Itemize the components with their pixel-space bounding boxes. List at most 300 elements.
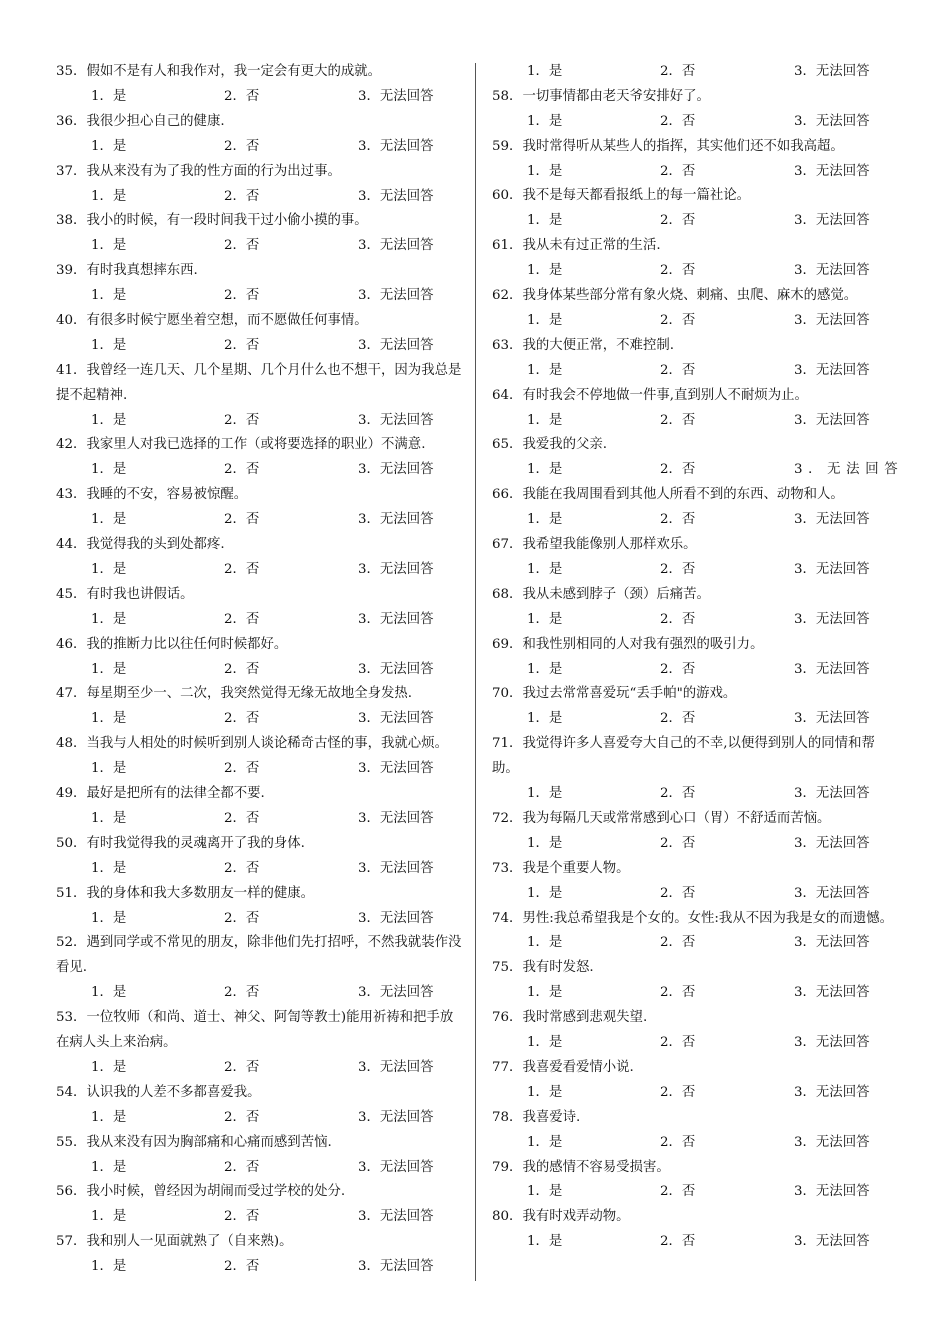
option-yes[interactable]: 1．是	[91, 910, 127, 926]
question-item	[492, 732, 898, 807]
answer-options	[56, 658, 462, 683]
question-body: 我从未感到脖子（颈）后痛苦。	[522, 586, 710, 602]
answer-options	[56, 1056, 462, 1081]
question-item	[492, 483, 898, 533]
answer-options	[56, 508, 462, 533]
option-no[interactable]: 2．否	[660, 835, 696, 851]
question-body: 我能在我周围看到其他人所看不到的东西、动物和人。	[522, 487, 844, 503]
option-yes[interactable]: 1．是	[527, 1035, 563, 1051]
question-text	[56, 931, 462, 981]
option-yes[interactable]: 1．是	[91, 288, 127, 304]
question-text	[492, 483, 898, 508]
question-text	[492, 433, 898, 458]
question-body: 我时常感到悲观失望.	[522, 1010, 648, 1026]
question-number: 37．	[56, 163, 87, 179]
question-body: 有很多时候宁愿坐着空想，而不愿做任何事情。	[86, 312, 368, 328]
option-yes[interactable]: 1．是	[527, 512, 563, 528]
option-yes[interactable]: 1．是	[527, 835, 563, 851]
option-yes[interactable]: 1．是	[527, 113, 563, 129]
question-item	[56, 931, 462, 1006]
option-yes[interactable]: 1．是	[91, 238, 127, 254]
question-item	[56, 1131, 462, 1181]
question-number: 38．	[56, 213, 87, 229]
question-body: 有时我会不停地做一件事,直到别人不耐烦为止。	[522, 387, 808, 403]
question-number: 41．	[56, 362, 87, 378]
answer-options	[492, 1230, 898, 1255]
question-text	[56, 583, 462, 608]
answer-options	[492, 160, 898, 185]
option-no[interactable]: 2．否	[224, 238, 260, 254]
answer-options	[56, 85, 462, 110]
option-unsure[interactable]: 3．无法回答	[794, 1134, 870, 1150]
question-number: 42．	[56, 437, 87, 453]
question-number: 54．	[56, 1084, 87, 1100]
option-unsure[interactable]: 3．无法回答	[358, 661, 434, 677]
option-unsure[interactable]: 3．无法回答	[358, 188, 434, 204]
option-no[interactable]: 2．否	[660, 935, 696, 951]
option-yes[interactable]: 1．是	[91, 711, 127, 727]
option-no[interactable]: 2．否	[660, 512, 696, 528]
option-no[interactable]: 2．否	[224, 860, 260, 876]
answer-options	[492, 931, 898, 956]
option-unsure[interactable]: 3．无法回答	[794, 835, 870, 851]
option-yes[interactable]: 1．是	[91, 1209, 127, 1225]
option-yes[interactable]: 1．是	[91, 512, 127, 528]
option-no[interactable]: 2．否	[660, 163, 696, 179]
question-text	[56, 1006, 462, 1056]
option-unsure[interactable]: 3．无法回答	[358, 1059, 434, 1075]
question-text	[492, 184, 898, 209]
question-number: 59．	[492, 138, 523, 154]
question-item	[56, 359, 462, 434]
option-yes[interactable]: 1．是	[527, 561, 563, 577]
option-no[interactable]: 2．否	[224, 337, 260, 353]
option-no[interactable]: 2．否	[660, 1184, 696, 1200]
answer-options	[56, 1255, 462, 1280]
option-unsure[interactable]: 3．无法回答	[794, 213, 870, 229]
option-yes[interactable]: 1．是	[91, 561, 127, 577]
option-yes[interactable]: 1．是	[91, 88, 127, 104]
option-yes[interactable]: 1．是	[91, 412, 127, 428]
question-number: 62．	[492, 288, 523, 304]
option-yes[interactable]: 1．是	[527, 985, 563, 1001]
option-unsure[interactable]: 3．无法回答	[794, 1234, 870, 1250]
option-yes[interactable]: 1．是	[527, 661, 563, 677]
answer-options	[492, 409, 898, 434]
option-no[interactable]: 2．否	[224, 985, 260, 1001]
option-no[interactable]: 2．否	[224, 1109, 260, 1125]
option-no[interactable]: 2．否	[224, 1059, 260, 1075]
option-yes[interactable]: 1．是	[527, 412, 563, 428]
question-number: 78．	[492, 1109, 523, 1125]
answer-options	[56, 334, 462, 359]
answer-options	[492, 309, 898, 334]
question-item	[56, 433, 462, 483]
question-text	[492, 732, 898, 782]
question-number: 64．	[492, 387, 523, 403]
question-text	[56, 682, 462, 707]
question-text	[492, 384, 898, 409]
question-number: 52．	[56, 935, 87, 951]
question-text	[492, 807, 898, 832]
option-unsure[interactable]: 3．无法回答	[794, 985, 870, 1001]
question-item	[56, 160, 462, 210]
option-yes[interactable]: 1．是	[91, 337, 127, 353]
question-item	[56, 533, 462, 583]
question-number: 43．	[56, 487, 87, 503]
question-body: 我的推断力比以往任何时候都好。	[86, 636, 288, 652]
option-yes[interactable]: 1．是	[527, 1134, 563, 1150]
question-number: 69．	[492, 636, 523, 652]
option-unsure[interactable]: 3．无法回答	[358, 860, 434, 876]
option-no[interactable]: 2．否	[660, 885, 696, 901]
question-item	[492, 1106, 898, 1156]
answer-options	[492, 508, 898, 533]
answer-options	[56, 284, 462, 309]
option-unsure[interactable]: 3．无法回答	[794, 412, 870, 428]
answer-options	[56, 1156, 462, 1181]
question-text	[56, 309, 462, 334]
option-yes[interactable]: 1．是	[527, 711, 563, 727]
option-no[interactable]: 2．否	[660, 561, 696, 577]
answer-options	[56, 707, 462, 732]
question-item	[492, 1156, 898, 1206]
question-number: 66．	[492, 487, 523, 503]
question-item	[56, 832, 462, 882]
option-yes[interactable]: 1．是	[527, 362, 563, 378]
question-number: 68．	[492, 586, 523, 602]
option-yes[interactable]: 1．是	[527, 611, 563, 627]
option-no[interactable]: 2．否	[224, 1259, 260, 1275]
question-number: 58．	[492, 88, 523, 104]
question-body: 我过去常常喜爱玩“丢手帕"的游戏。	[522, 686, 737, 702]
question-item	[56, 483, 462, 533]
option-yes[interactable]: 1．是	[91, 611, 127, 627]
option-unsure[interactable]: 3．无法回答	[358, 512, 434, 528]
question-text	[56, 359, 462, 409]
question-number: 67．	[492, 537, 523, 553]
question-item	[56, 1180, 462, 1230]
question-body: 我喜爱诗.	[522, 1109, 581, 1125]
option-yes[interactable]: 1．是	[527, 1234, 563, 1250]
option-unsure[interactable]: 3．无法回答	[794, 312, 870, 328]
question-text	[492, 85, 898, 110]
option-unsure[interactable]: 3．无法回答	[794, 611, 870, 627]
option-no[interactable]: 2．否	[224, 88, 260, 104]
question-body: 我从来没有为了我的性方面的行为出过事。	[86, 163, 341, 179]
answer-options	[56, 907, 462, 932]
option-yes[interactable]: 1．是	[527, 263, 563, 279]
option-no[interactable]: 2．否	[660, 362, 696, 378]
option-no[interactable]: 2．否	[660, 113, 696, 129]
question-text	[492, 284, 898, 309]
option-unsure[interactable]: 3．无法回答	[358, 337, 434, 353]
answer-options	[56, 857, 462, 882]
option-yes[interactable]: 1．是	[527, 885, 563, 901]
question-number: 74．	[492, 910, 523, 926]
question-number: 36．	[56, 113, 87, 129]
option-unsure[interactable]: 3．无法回答	[794, 1035, 870, 1051]
answer-options	[56, 234, 462, 259]
column-divider	[475, 63, 476, 1281]
question-item	[492, 956, 898, 1006]
question-body: 一位牧师（和尚、道士、神父、阿訇等教士)能用祈祷和把手放在病人头上来治病。	[56, 1010, 454, 1051]
question-item	[56, 209, 462, 259]
option-no[interactable]: 2．否	[660, 263, 696, 279]
question-item	[56, 1006, 462, 1081]
option-yes[interactable]: 1．是	[527, 1184, 563, 1200]
option-unsure[interactable]: 3．无法回答	[358, 910, 434, 926]
question-text	[56, 882, 462, 907]
question-body: 我很少担心自己的健康.	[86, 113, 225, 129]
option-unsure[interactable]: 3．无法回答	[794, 711, 870, 727]
option-no[interactable]: 2．否	[660, 661, 696, 677]
question-body: 我的大便正常，不难控制.	[522, 337, 674, 353]
answer-options	[56, 135, 462, 160]
option-unsure[interactable]: 3．无法回答	[794, 462, 904, 478]
option-unsure[interactable]: 3．无法回答	[358, 138, 434, 154]
option-no[interactable]: 2．否	[660, 312, 696, 328]
option-unsure[interactable]: 3．无法回答	[794, 661, 870, 677]
option-unsure[interactable]: 3．无法回答	[794, 561, 870, 577]
question-body: 和我性别相同的人对我有强烈的吸引力。	[522, 636, 764, 652]
question-number: 56．	[56, 1184, 87, 1200]
answer-options	[56, 608, 462, 633]
question-item	[492, 284, 898, 334]
option-yes[interactable]: 1．是	[527, 213, 563, 229]
question-body: 我觉得许多人喜爱夸大自己的不幸,以便得到别人的同情和帮助。	[492, 736, 875, 777]
option-no[interactable]: 2．否	[224, 810, 260, 826]
question-text	[492, 234, 898, 259]
question-number: 48．	[56, 736, 87, 752]
option-yes[interactable]: 1．是	[91, 1159, 127, 1175]
answer-options	[492, 259, 898, 284]
question-item	[56, 583, 462, 633]
option-no[interactable]: 2．否	[224, 512, 260, 528]
option-yes[interactable]: 1．是	[91, 661, 127, 677]
answer-options	[56, 807, 462, 832]
question-number: 63．	[492, 337, 523, 353]
question-number: 79．	[492, 1159, 523, 1175]
answer-options	[56, 981, 462, 1006]
question-body: 每星期至少一、二次，我突然觉得无缘无故地全身发热.	[86, 686, 413, 702]
question-body: 遇到同学或不常见的朋友，除非他们先打招呼，不然我就装作没看见.	[56, 935, 462, 976]
option-unsure[interactable]: 3．无法回答	[358, 810, 434, 826]
option-no[interactable]: 2．否	[224, 711, 260, 727]
option-unsure[interactable]: 3．无法回答	[358, 561, 434, 577]
question-body: 我从来没有因为胸部痛和心痛而感到苦恼.	[86, 1134, 332, 1150]
question-item	[492, 907, 898, 957]
option-no[interactable]: 2．否	[224, 412, 260, 428]
option-no[interactable]: 2．否	[224, 561, 260, 577]
option-unsure[interactable]: 3．无法回答	[358, 88, 434, 104]
question-number: 60．	[492, 188, 523, 204]
option-no[interactable]: 2．否	[224, 1159, 260, 1175]
question-item	[56, 633, 462, 683]
option-yes[interactable]: 1．是	[527, 462, 563, 478]
question-text	[492, 857, 898, 882]
question-item	[56, 782, 462, 832]
answer-options	[492, 707, 898, 732]
option-no[interactable]: 2．否	[224, 188, 260, 204]
question-body: 我的身体和我大多数朋友一样的健康。	[86, 885, 315, 901]
option-yes[interactable]: 1．是	[91, 1109, 127, 1125]
answer-options	[492, 1081, 898, 1106]
option-no[interactable]: 2．否	[660, 711, 696, 727]
question-text	[492, 907, 898, 932]
question-number: 51．	[56, 885, 87, 901]
option-yes[interactable]: 1．是	[527, 64, 563, 79]
question-number: 45．	[56, 586, 87, 602]
option-yes[interactable]: 1．是	[91, 761, 127, 777]
question-body: 我时常得听从某些人的指挥，其实他们还不如我高超。	[522, 138, 844, 154]
option-unsure[interactable]: 3．无法回答	[794, 113, 870, 129]
answer-options	[492, 832, 898, 857]
option-yes[interactable]: 1．是	[91, 462, 127, 478]
answer-options	[492, 782, 898, 807]
option-no[interactable]: 2．否	[224, 138, 260, 154]
question-item	[492, 682, 898, 732]
option-no[interactable]: 2．否	[660, 64, 696, 79]
question-number: 53．	[56, 1010, 87, 1026]
question-text	[56, 209, 462, 234]
option-unsure[interactable]: 3．无法回答	[358, 1259, 434, 1275]
question-text	[492, 956, 898, 981]
option-unsure[interactable]: 3．无法回答	[358, 1109, 434, 1125]
question-number: 47．	[56, 686, 87, 702]
option-no[interactable]: 2．否	[224, 761, 260, 777]
option-no[interactable]: 2．否	[224, 462, 260, 478]
question-item	[56, 110, 462, 160]
question-text	[492, 682, 898, 707]
question-body: 最好是把所有的法律全都不要.	[86, 786, 265, 802]
option-no[interactable]: 2．否	[660, 611, 696, 627]
option-no[interactable]: 2．否	[660, 1084, 696, 1100]
option-unsure[interactable]: 3．无法回答	[358, 711, 434, 727]
question-item	[492, 334, 898, 384]
question-number: 61．	[492, 238, 523, 254]
option-yes[interactable]: 1．是	[91, 1059, 127, 1075]
question-item	[492, 135, 898, 185]
question-text	[492, 1056, 898, 1081]
answer-options	[56, 409, 462, 434]
option-unsure[interactable]: 3．无法回答	[794, 362, 870, 378]
option-no[interactable]: 2．否	[660, 985, 696, 1001]
question-body: 假如不是有人和我作对，我一定会有更大的成就。	[86, 64, 382, 79]
question-number: 76．	[492, 1010, 523, 1026]
question-number: 46．	[56, 636, 87, 652]
option-unsure[interactable]: 3．无法回答	[358, 462, 434, 478]
answer-options	[56, 1205, 462, 1230]
question-body: 我喜爱看爱情小说.	[522, 1059, 634, 1075]
question-item	[492, 807, 898, 857]
question-text	[56, 633, 462, 658]
option-no[interactable]: 2．否	[660, 412, 696, 428]
option-unsure[interactable]: 3．无法回答	[358, 985, 434, 1001]
question-number: 55．	[56, 1134, 87, 1150]
question-text	[56, 259, 462, 284]
question-body: 我不是每天都看报纸上的每一篇社论。	[522, 188, 751, 204]
question-item	[56, 682, 462, 732]
question-body: 当我与人相处的时候听到别人谈论稀奇古怪的事，我就心烦。	[86, 736, 448, 752]
question-body: 我爱我的父亲.	[522, 437, 608, 453]
question-body: 我为每隔几天或常常感到心口（胃）不舒适而苦恼。	[522, 810, 831, 826]
option-yes[interactable]: 1．是	[91, 860, 127, 876]
option-unsure[interactable]: 3．无法回答	[358, 238, 434, 254]
option-unsure[interactable]: 3．无法回答	[358, 1159, 434, 1175]
question-item	[56, 309, 462, 359]
option-unsure[interactable]: 3．无法回答	[794, 1184, 870, 1200]
option-yes[interactable]: 1．是	[527, 786, 563, 802]
option-unsure[interactable]: 3．无法回答	[794, 263, 870, 279]
option-yes[interactable]: 1．是	[527, 935, 563, 951]
option-no[interactable]: 2．否	[224, 910, 260, 926]
right-column	[492, 60, 904, 1255]
option-yes[interactable]: 1．是	[91, 138, 127, 154]
question-text	[492, 533, 898, 558]
option-yes[interactable]: 1．是	[91, 1259, 127, 1275]
option-yes[interactable]: 1．是	[91, 188, 127, 204]
option-unsure[interactable]: 3．无法回答	[794, 786, 870, 802]
option-unsure[interactable]: 3．无法回答	[794, 885, 870, 901]
option-no[interactable]: 2．否	[224, 661, 260, 677]
option-no[interactable]: 2．否	[660, 1234, 696, 1250]
question-body: 有时我觉得我的灵魂离开了我的身体.	[86, 835, 305, 851]
option-no[interactable]: 2．否	[660, 1134, 696, 1150]
option-unsure[interactable]: 3．无法回答	[358, 288, 434, 304]
option-no[interactable]: 2．否	[224, 288, 260, 304]
question-number: 72．	[492, 810, 523, 826]
option-yes[interactable]: 1．是	[527, 163, 563, 179]
question-number: 71．	[492, 736, 523, 752]
option-unsure[interactable]: 3．无法回答	[794, 163, 870, 179]
question-item	[492, 433, 904, 483]
option-no[interactable]: 2．否	[660, 786, 696, 802]
option-yes[interactable]: 1．是	[91, 810, 127, 826]
option-yes[interactable]: 1．是	[527, 1084, 563, 1100]
question-text	[56, 1081, 462, 1106]
question-body: 我希望我能像别人那样欢乐。	[522, 537, 697, 553]
option-unsure[interactable]: 3．无法回答	[358, 611, 434, 627]
option-unsure[interactable]: 3．无法回答	[794, 935, 870, 951]
question-text	[56, 160, 462, 185]
option-no[interactable]: 2．否	[660, 462, 696, 478]
option-unsure[interactable]: 3．无法回答	[358, 412, 434, 428]
option-no[interactable]: 2．否	[224, 1209, 260, 1225]
question-body: 有时我也讲假话。	[86, 586, 194, 602]
option-unsure[interactable]: 3．无法回答	[794, 64, 870, 79]
option-yes[interactable]: 1．是	[91, 985, 127, 1001]
option-no[interactable]: 2．否	[660, 1035, 696, 1051]
question-body: 一切事情都由老天爷安排好了。	[522, 88, 710, 104]
answer-options	[492, 60, 898, 85]
answer-options	[492, 882, 898, 907]
option-unsure[interactable]: 3．无法回答	[794, 1084, 870, 1100]
option-no[interactable]: 2．否	[660, 213, 696, 229]
option-unsure[interactable]: 3．无法回答	[794, 512, 870, 528]
question-text	[492, 1006, 898, 1031]
question-body: 我家里人对我已选择的工作（或将要选择的职业）不满意.	[86, 437, 426, 453]
question-body: 我从未有过正常的生活.	[522, 238, 661, 254]
question-body: 我是个重要人物。	[522, 860, 630, 876]
option-unsure[interactable]: 3．无法回答	[358, 761, 434, 777]
option-no[interactable]: 2．否	[224, 611, 260, 627]
question-body: 我曾经一连几天、几个星期、几个月什么也不想干，因为我总是提不起精神.	[56, 362, 462, 403]
question-body: 我身体某些部分常有象火烧、刺痛、虫爬、麻木的感觉。	[522, 288, 858, 304]
question-item	[492, 184, 898, 234]
option-unsure[interactable]: 3．无法回答	[358, 1209, 434, 1225]
option-yes[interactable]: 1．是	[527, 312, 563, 328]
